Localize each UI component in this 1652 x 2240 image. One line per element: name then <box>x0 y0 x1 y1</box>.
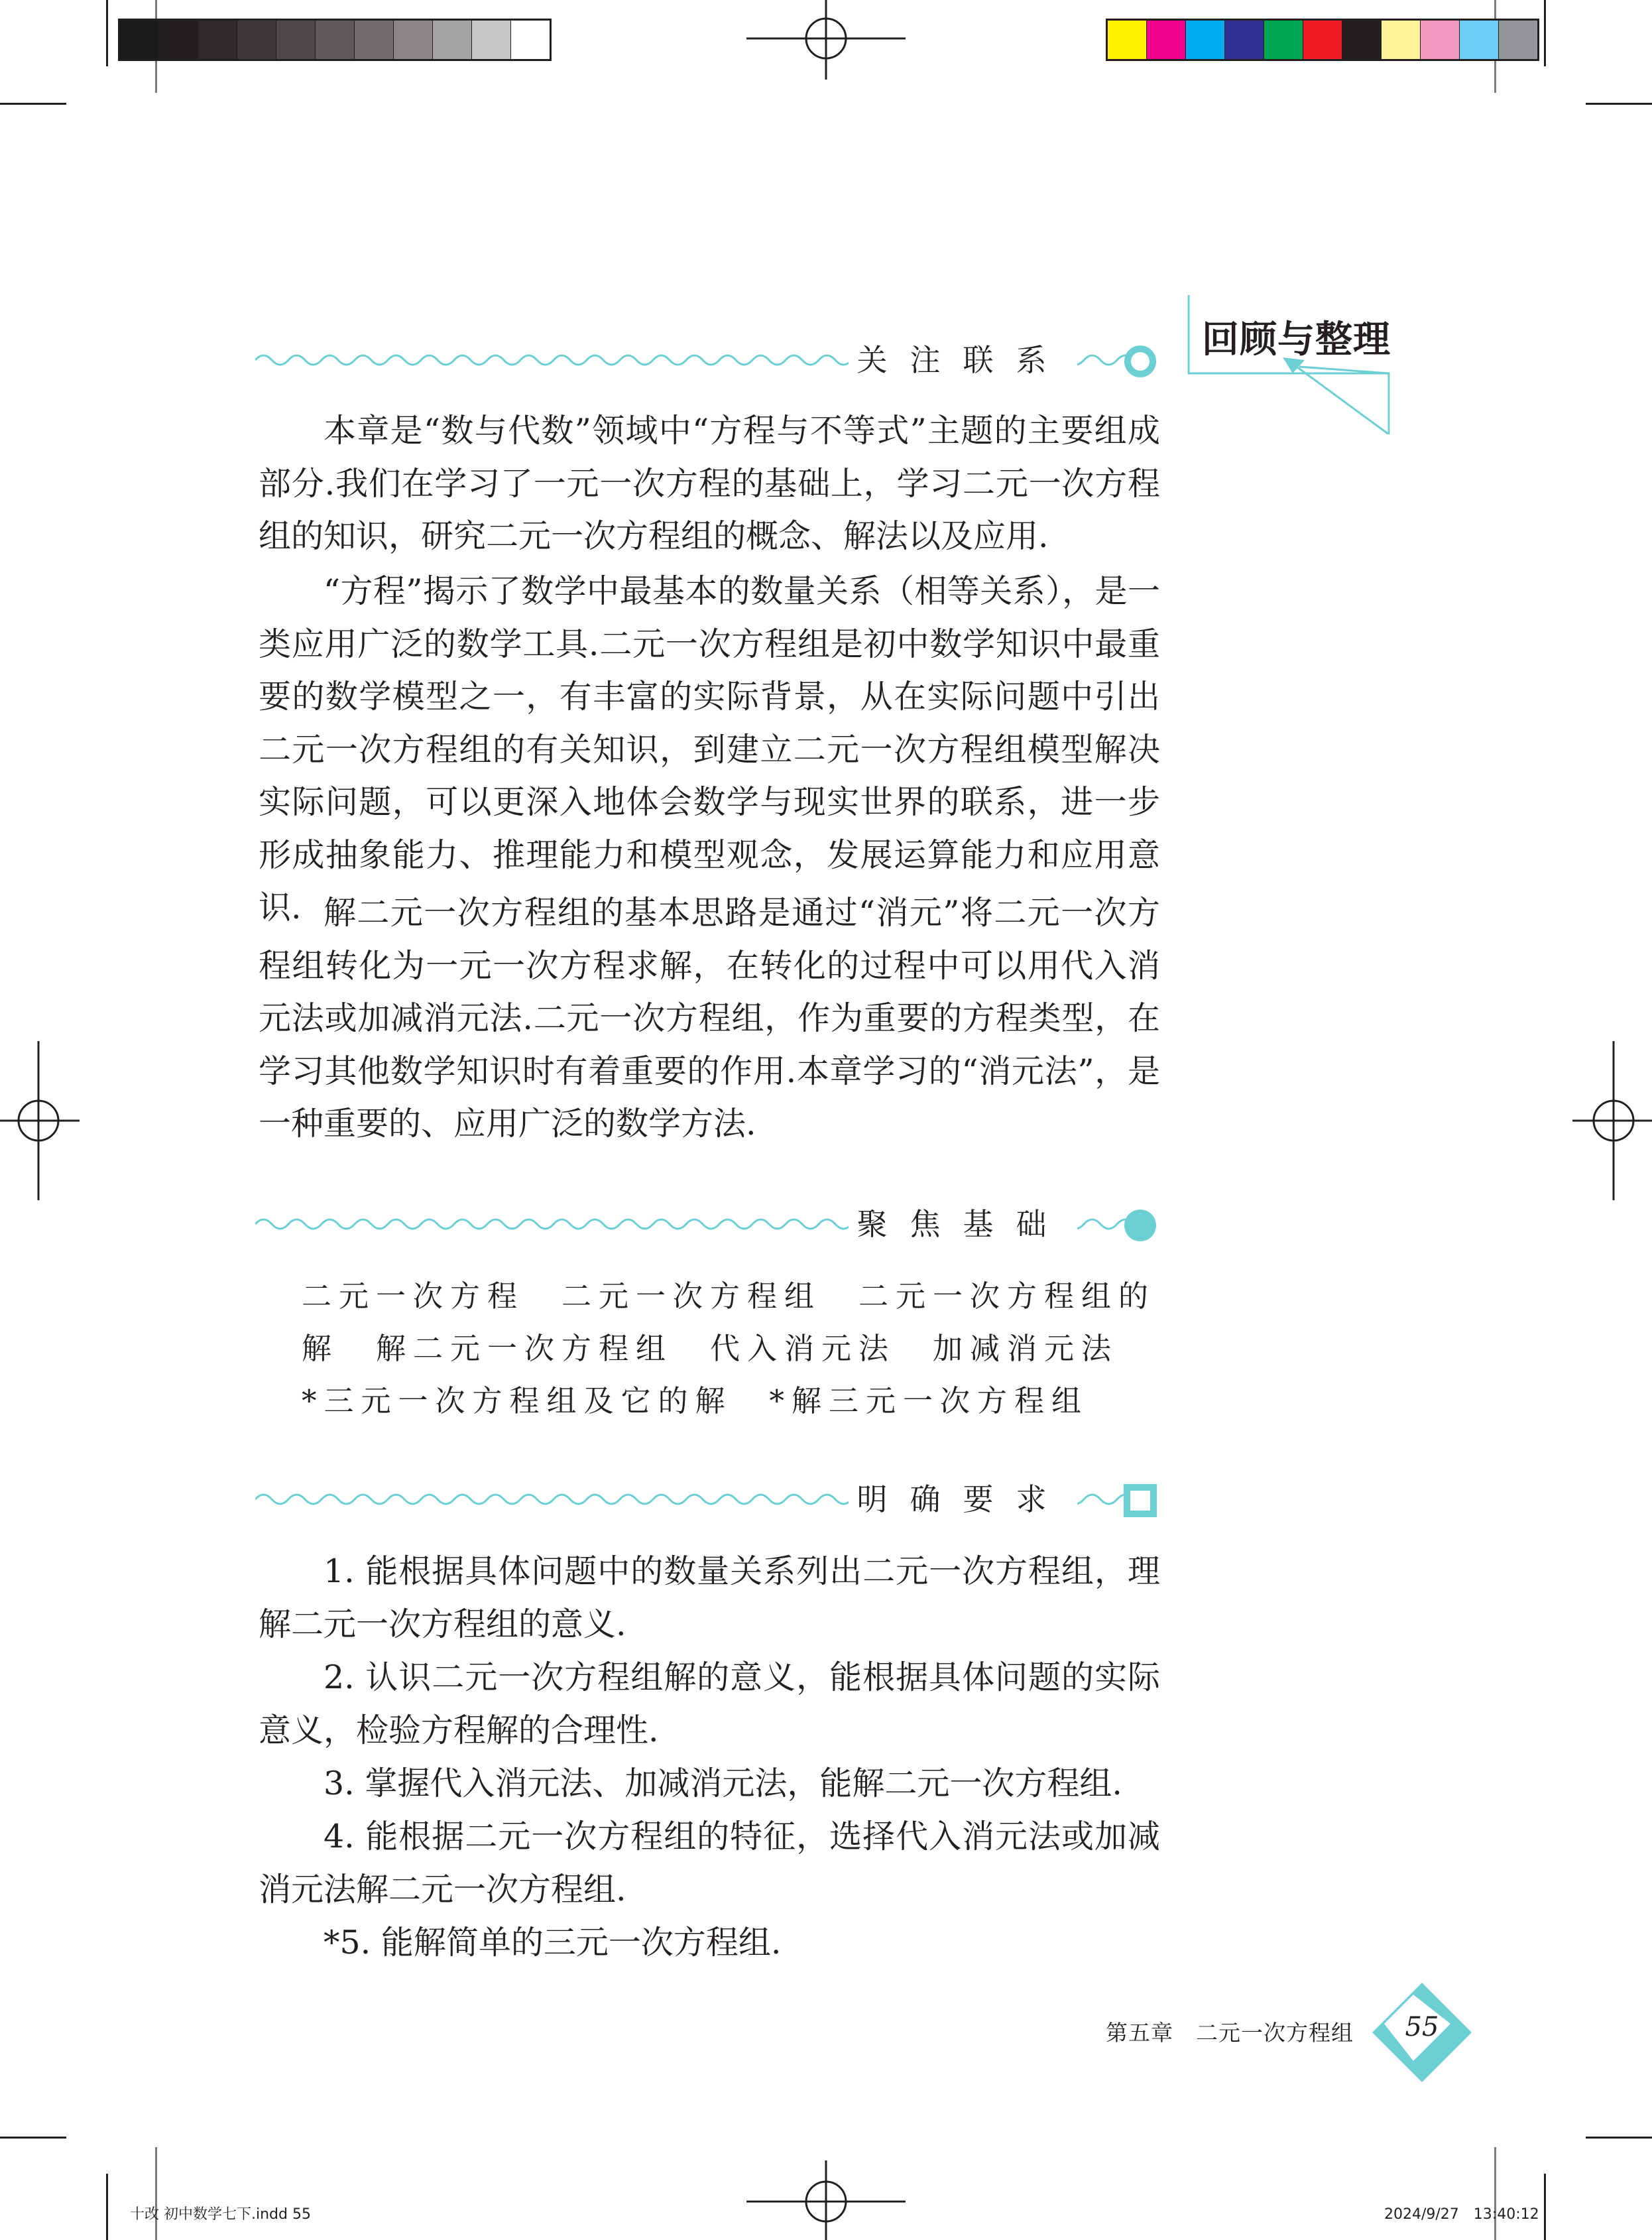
registration-mark-icon <box>746 2160 906 2240</box>
paragraph: 本章是“数与代数”领域中“方程与不等式”主题的主要组成部分.我们在学习了一元一次方程的基础上，学习二元一次方程组的知识，研究二元一次方程组的概念、解法以及应用. <box>259 412 1160 555</box>
registration-mark-icon <box>746 0 906 80</box>
crop-mark <box>1494 2147 1496 2240</box>
gray-swatch <box>198 21 237 59</box>
grayscale-color-bar <box>118 19 552 61</box>
list-item: 2. 认识二元一次方程组解的意义，能根据具体问题的实际意义，检验方程解的合理性. <box>259 1658 1160 1749</box>
color-swatch <box>1303 21 1342 59</box>
color-swatch <box>1264 21 1303 59</box>
crop-mark <box>1586 2137 1652 2139</box>
slug-filename: 十改 初中数学七下.indd 55 <box>130 2206 311 2223</box>
color-swatch <box>1225 21 1264 59</box>
slug-timestamp: 2024/9/27 13:40:12 <box>1384 2206 1539 2223</box>
crop-mark <box>1544 2174 1546 2240</box>
list-item: 4. 能根据二元一次方程组的特征，选择代入消元法或加减消元法解二元一次方程组. <box>259 1818 1160 1908</box>
paragraph: “方程”揭示了数学中最基本的数量关系（相等关系），是一类应用广泛的数学工具.二元一次方程组是初中数学知识中最重要的数学模型之一，有丰富的实际背景，从在实际问题中引出二元一次方程组的有关知识，到建立二元一次方程组模型解决实际问题，可以更深入地体会数学与现实世界的联系，进一步形成抽象能力、推理能力和模型观念，发展运算能力和应用意识. <box>259 572 1160 926</box>
crop-mark <box>1544 0 1546 66</box>
gray-swatch <box>511 21 550 59</box>
requirements-list <box>259 1545 1160 1969</box>
section-heading-basics <box>255 1200 1160 1253</box>
gray-swatch <box>159 21 198 59</box>
page-number: 55 <box>1405 2012 1439 2042</box>
paragraph: 解二元一次方程组的基本思路是通过“消元”将二元一次方程组转化为一元一次方程求解，在转化的过程中可以用代入消元法或加减消元法.二元一次方程组，作为重要的方程类型，在学习其他数学知识时有着重要的作用.本章学习的“消元法”，是一种重要的、应用广泛的数学方法. <box>259 894 1160 1143</box>
gray-swatch <box>316 21 355 59</box>
section-heading-requirements <box>255 1475 1160 1528</box>
list-item: 1. 能根据具体问题中的数量关系列出二元一次方程组，理解二元一次方程组的意义. <box>259 1552 1160 1643</box>
color-swatch <box>1186 21 1225 59</box>
process-color-bar <box>1106 19 1539 61</box>
crop-mark <box>0 103 66 105</box>
color-swatch <box>1342 21 1382 59</box>
registration-mark-icon <box>0 1041 80 1200</box>
section-title: 聚焦基础 <box>849 1204 1077 1244</box>
gray-swatch <box>472 21 511 59</box>
section-title: 关注联系 <box>849 340 1077 380</box>
crop-mark <box>1586 103 1652 105</box>
crop-mark <box>155 2147 157 2240</box>
gray-swatch <box>433 21 472 59</box>
gray-swatch <box>355 21 394 59</box>
running-footer-chapter: 第五章 二元一次方程组 <box>1106 2020 1354 2046</box>
section-title: 明确要求 <box>849 1479 1077 1519</box>
color-swatch <box>1382 21 1421 59</box>
crop-mark <box>0 2137 66 2139</box>
sidebar-title: 回顾与整理 <box>1202 318 1391 361</box>
gray-swatch <box>237 21 276 59</box>
color-swatch <box>1499 21 1537 59</box>
gray-swatch <box>276 21 316 59</box>
list-item: *5. 能解简单的三元一次方程组. <box>324 1924 782 1961</box>
color-swatch <box>1108 21 1147 59</box>
keyword-list: 二元一次方程 二元一次方程组 二元一次方程组的解 解二元一次方程组 代入消元法 加减消元法 *三元一次方程组及它的解 *解三元一次方程组 <box>302 1278 1156 1418</box>
crop-mark <box>106 0 108 66</box>
list-item: 3. 掌握代入消元法、加减消元法，能解二元一次方程组. <box>324 1765 1122 1802</box>
section-heading-connections <box>255 336 1160 389</box>
color-swatch <box>1421 21 1460 59</box>
gray-swatch <box>120 21 159 59</box>
color-swatch <box>1147 21 1186 59</box>
gray-swatch <box>394 21 433 59</box>
registration-mark-icon <box>1572 1041 1652 1200</box>
crop-mark <box>106 2174 108 2240</box>
color-swatch <box>1460 21 1499 59</box>
